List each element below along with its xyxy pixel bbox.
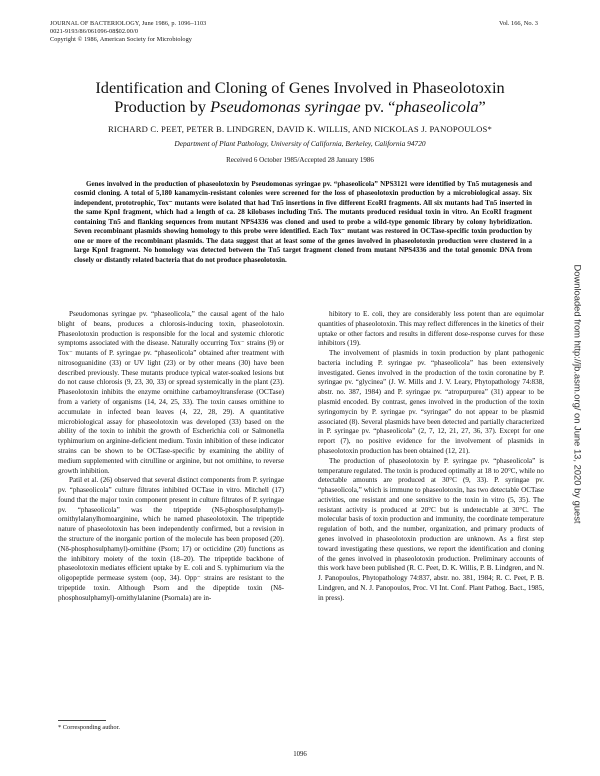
body-paragraph: Pseudomonas syringae pv. “phaseolicola,” the causal agent of the halo blight of beans, produces a chlorosis-inducing toxin, phaseolotoxin. Phaseolotoxin production is responsible for the local and systemic chlorotic symptoms associated with the disease. Naturally occurring Tox⁻ strains (9) or Tox⁻ mutants of P. syringae pv. “phaseolicola” obtained after treatment with nitrosoguanidine (33) or UV light (23) or by other means (30) have been described previously. These mutants produce typical water-soaked lesions but do not cause chlorosis (9, 23, 30, 33) or spread systemically in the plant (23). Phaseolotoxin inhibits the enzyme ornithine carbamoyltransferase (OCTase) from a variety of organisms (14, 24, 25, 33). The toxin causes ornithine to accumulate in infected bean leaves (4, 22, 28, 29). A quantitative microbiological assay for phaseolotoxin was developed (33) based on the ability of the toxin to inhibit the growth of Escherichia coli or Salmonella typhimurium on arginine-deficient medium. Toxin inhibition of these indicator strains can be shown to be OCTase-specific by examining the ability of medium supplemented with citrulline or arginine, but not ornithine, to reverse growth inhibition.: [58, 310, 284, 475]
journal-header: [50, 20, 206, 44]
footnote-divider: [58, 720, 106, 721]
body-paragraph: Patil et al. (26) observed that several distinct components from P. syringae pv. “phaseolicola” culture filtrates inhibited OCTase in vitro. Mitchell (17) found that the major toxin component present in culture filtrates of P. syringae pv. “phaseolicola” was the tripeptide (Nδ-phosphosulphamyl)-ornithylalanylhomoarginine, which he named phaseolotoxin. The tripeptide nature of phaseolotoxin has been independently confirmed, but a revision in the structure of the inorganic portion of the molecule has been proposed (20). (Nδ-phosphosulphamyl)-ornithine (Psorn; 17) or octicidine (20) functions as the inhibitory moiety of the toxin (18–20). The tripeptide backbone of phaseolotoxin mediates efficient uptake by E. coli and S. typhimurium via the oligopeptide permease system (oop, 34). Opp⁻ strains are resistant to the tripeptide toxin. Although Psorn and the dipeptide toxin (Nδ-phosphosulphamyl)-ornithylalanine (Psornala) are in-: [58, 476, 284, 602]
issn-line: 0021-9193/86/061096-08$02.00/0: [50, 28, 139, 35]
download-note-text: Downloaded from http://jb.asm.org/ on June 13, 2020 by guest: [572, 264, 584, 524]
received-date: Received 6 October 1985/Accepted 28 January 1986: [226, 156, 374, 164]
footnote: * Corresponding author.: [58, 724, 120, 731]
title-suffix: ”: [478, 97, 486, 116]
abstract: Genes involved in the production of phaseolotoxin by Pseudomonas syringae pv. “phaseolicola” NPS3121 were identified by Tn5 mutagenesis and cosmid cloning. A total of 5,180 kanamycin-resistant colonies were screened for the loss of phaseolotoxin production by a microbiological assay. Six independent, prototrophic, Tox⁻ mutants were isolated that had Tn5 insertions in five different EcoRI fragments. All six mutants had Tn5 inserted in the same KpnI fragment, which had a length of ca. 28 kilobases including Tn5. The mutants produced residual toxin in vitro. An EcoRI fragment containing Tn5 and flanking sequences from mutant NPS4336 was cloned and used to probe a wild-type genomic library by colony hybridization. Seven recombinant plasmids showing homology to this probe were identified. Each Tox⁻ mutant was restored in OCTase-specific toxin production by one or more of the recombinant plasmids. The data suggest that at least some of the genes involved in phaseolotoxin production were clustered in a large KpnI fragment. No homology was detected between the Tn5 target fragment cloned from mutant NPS4336 and the total genomic DNA from closely or distantly related bacteria that do not produce phaseolotoxin.: [74, 180, 532, 264]
body-paragraph: The production of phaseolotoxin by P. syringae pv. “phaseolicola” is temperature regulated. The toxin is produced optimally at 18 to 20°C, while no detectable amounts are produced at 30°C (9, 33). P. syringae pv. “phaseolicola,” which is immune to phaseolotoxin, has two detectable OCTase activities, one resistant and one sensitive to the toxin in vitro (5, 35). The resistant activity is produced at 20°C but is undetectable at 30°C. The molecular basis of toxin production and immunity, the coordinate temperature regulation of both, and the number, organization, and primary products of genes involved in phaseolotoxin production are unknown. As a first step toward investigating these questions, we report the identification and cloning of the genes involved in phaseolotoxin production. Preliminary accounts of this work have been published (R. C. Peet, D. K. Willis, P. B. Lindgren, and N. J. Panopoulos, Phytopathology 74:837, abstr. no. 381, 1984; R. C. Peet, P. B. Lindgren, and N. J. Panopoulos, Proc. VI Int. Conf. Plant Pathog. Bact., 1985, in press).: [318, 456, 544, 602]
body-column-right: [318, 310, 544, 603]
title-pathovar: phaseolicola: [395, 97, 479, 116]
page-number: 1096: [293, 751, 307, 758]
body-column-left: [58, 310, 284, 603]
title-species: Pseudomonas syringae: [210, 97, 361, 116]
body-paragraph: hibitory to E. coli, they are considerably less potent than are equimolar quantities of phaseolotoxin. This may reflect differences in the kinetics of their uptake or other factors and results in different dose-response curves for these inhibitors (19).: [318, 310, 544, 348]
title-prefix: Production by: [114, 97, 211, 116]
title-mid: pv. “: [360, 97, 396, 116]
journal-citation: JOURNAL OF BACTERIOLOGY, June 1986, p. 1096–1103: [50, 20, 207, 27]
title-line-2: [50, 97, 550, 116]
affiliation: Department of Plant Pathology, University of California, Berkeley, California 94720: [174, 139, 426, 148]
volume-label: Vol. 166, No. 3: [499, 20, 538, 27]
copyright-line: Copyright © 1986, American Society for Microbiology: [50, 36, 192, 43]
title-line-1: Identification and Cloning of Genes Involved in Phaseolotoxin: [95, 78, 505, 97]
author-list: RICHARD C. PEET, PETER B. LINDGREN, DAVID K. WILLIS, AND NICKOLAS J. PANOPOULOS*: [107, 124, 493, 134]
body-paragraph: The involvement of plasmids in toxin production by plant pathogenic bacteria including P. syringae pv. “phaseolicola” has been extensively investigated. Genes involved in the production of the toxin coronatine by P. syringae pv. “glycinea” (J. W. Mills and J. V. Leary, Phytopathology 74:838, abstr. no. 387, 1984) and P. syringae pv. “atropurpurea” (31) appear to be plasmid encoded. By contrast, genes involved in the production of the toxin syringomycin by P. syringae pv. “syringae” do not appear to be plasmid associated (8). Several plasmids have been detected and partially characterized in P. syringae pv. “phaseolicola” (2, 7, 12, 21, 27, 36, 37). Except for one report (7), no positive evidence for the involvement of plasmids in phaseolotoxin production has been obtained (12, 21).: [318, 349, 544, 455]
article-title: [50, 78, 550, 116]
